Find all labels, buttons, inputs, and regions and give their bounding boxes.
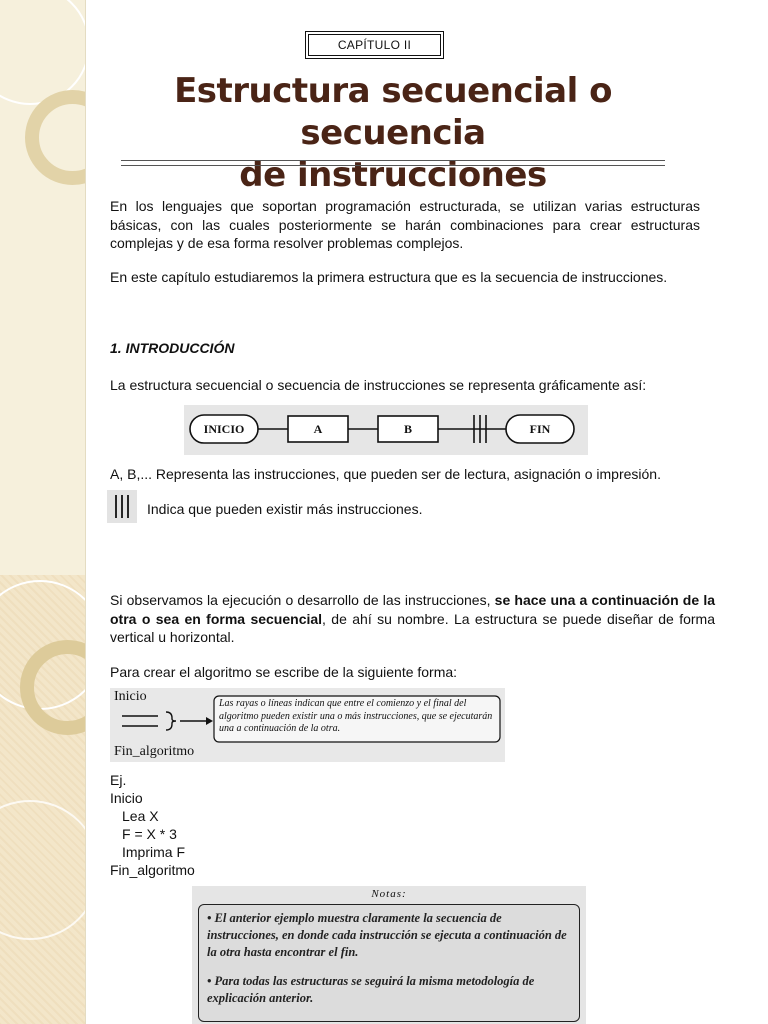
sequence-flow-diagram: [184, 405, 588, 455]
execution-paragraph: [110, 591, 715, 647]
title-line-2: de instrucciones: [239, 155, 547, 195]
algorithm-start-label: Inicio: [114, 689, 147, 704]
note-item-2-text: Para todas las estructuras se seguirá la misma metodología de explicación anterior.: [207, 974, 535, 1005]
decorative-side-strip: [0, 0, 86, 1024]
execution-text-end: , de ahí su nombre. La estructura se puede diseñar de forma vertical u horizontal.: [110, 610, 715, 645]
end-label: FIN: [529, 422, 551, 436]
algorithm-intro: Para crear el algoritmo se escribe de la siguiente forma:: [110, 664, 458, 680]
example-start: Inicio: [110, 790, 143, 806]
decorative-ring: [0, 800, 86, 940]
section-heading: 1. INTRODUCCIÓN: [110, 340, 235, 356]
bars-svg: [107, 490, 137, 523]
execution-text-start: Si observamos la ejecución o desarrollo de las instrucciones,: [110, 592, 495, 608]
example-label: Ej.: [110, 772, 127, 788]
box-b-label: B: [403, 422, 412, 436]
bars-description: Indica que pueden existir más instrucciones.: [147, 501, 423, 517]
representation-text: La estructura secuencial o secuencia de instrucciones se representa gráficamente así:: [110, 377, 647, 393]
example-end: Fin_algoritmo: [110, 862, 195, 878]
execution-text-bold: se hace una a continuación de la otra o sea en forma secuencial: [110, 592, 715, 627]
algorithm-end-label: Fin_algoritmo: [114, 744, 195, 759]
example-line-1: Lea X: [122, 808, 159, 824]
algorithm-note: Las rayas o líneas indican que entre el comienzo y el final del algoritmo pueden existir una o más instrucciones, que se ejecutarán una a continuación de la otra.: [219, 698, 493, 734]
box-a-label: A: [313, 422, 323, 436]
chapter-label-box: [305, 31, 444, 59]
algorithm-structure-figure: [110, 688, 505, 762]
intro-paragraph-2: En este capítulo estudiaremos la primera estructura que es la secuencia de instrucciones.: [110, 269, 668, 285]
note-item-1: • El anterior ejemplo muestra claramente la secuencia de instrucciones, en donde cada instrucción se ejecuta a continuación de la otra hasta encontrar el fin.: [207, 911, 567, 959]
note-item-2: • Para todas las estructuras se seguirá la misma metodología de explicación anterior.: [207, 974, 535, 1005]
instructions-description: A, B,... Representa las instrucciones, que pueden ser de lectura, asignación o impresión.: [110, 466, 661, 482]
notes-figure: [192, 886, 586, 1024]
notes-box: [198, 904, 580, 1022]
notes-title: Notas:: [371, 888, 407, 900]
continuation-bars-icon: [107, 490, 137, 523]
intro-paragraph-1: En los lenguajes que soportan programación estructurada, se utilizan varias estructuras básicas, con las cuales posteriormente se harán combinaciones para crear estructuras complejas y de esa forma resolver problemas complejos.: [110, 198, 700, 251]
chapter-label: CAPÍTULO II: [308, 34, 441, 56]
example-line-3: Imprima F: [122, 844, 185, 860]
title-divider: [121, 160, 665, 166]
start-label: INICIO: [203, 422, 245, 436]
title-line-1: Estructura secuencial o secuencia: [174, 71, 612, 153]
note-item-1-text: El anterior ejemplo muestra claramente la secuencia de instrucciones, en donde cada instrucción se ejecuta a continuación de la otra hasta encontrar el fin.: [207, 911, 567, 959]
page-title: [100, 70, 686, 196]
example-line-2: F = X * 3: [122, 826, 177, 842]
